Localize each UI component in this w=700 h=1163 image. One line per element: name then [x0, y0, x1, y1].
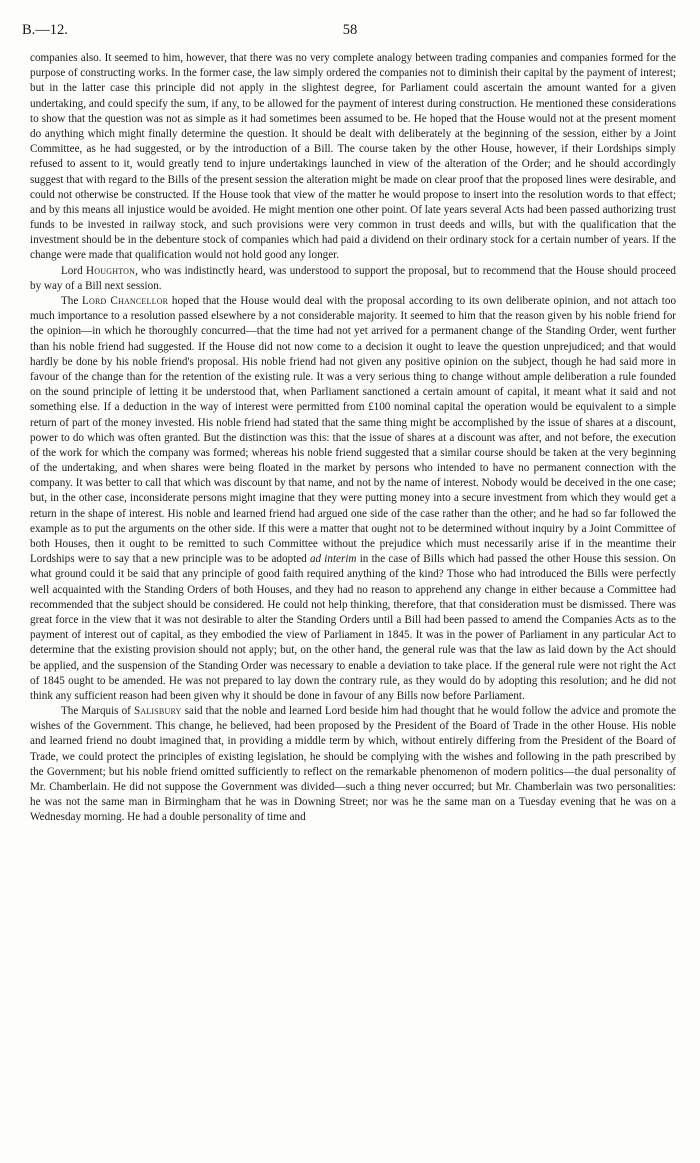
- page-header: [22, 22, 678, 44]
- document-code: B.—12.: [22, 22, 68, 38]
- text-run: Lord: [61, 264, 87, 277]
- paragraph: [30, 51, 676, 264]
- text-run: in the case of Bills which had passed the other House this session. On what ground could it be said that any principle of good faith required anything of the kind? Those who had introduced the Bills were perfectly well acquainted with the Standing Orders of both Houses, and they had no reason to apprehend any change in either because a Committee had recommended that the subject should be considered. He could not help thinking, therefore, that that consideration must be dismissed. There was great force in the view that it was not desirable to alter the Standing Orders until a Bill had been passed to amend the Companies Acts as to the payment of interest out of capital, as they embodied the view of Parliament in 1845. It was in the power of Parliament in any particular Act to determine that the existing provision should not apply; but, on the other hand, the general rule was that the law as laid down by the Act should be applied, and the suspension of the Standing Order was necessary to enable a deviation to take place. If the general rule were not right the Act of 1845 ought to be amended. He was not prepared to lay down the contrary rule, as they would do by adopting this resolution; and he did not think any sufficient reason had been given why it should be done in favour of any Bills now before Parliament.: [30, 553, 676, 702]
- speaker-name: Houghton: [86, 264, 136, 277]
- text-run: said that the noble and learned Lord beside him had thought that he would follow the advice and promote the wishes of the Government. This change, he believed, had been proposed by the President of the Board of Trade in the other House. His noble and learned friend no doubt imagined that, in providing a middle term by which, without entirely differing from the President of the Board of Trade, we could protect the principles of existing legislation, he should be complying with the wishes and following in the path prescribed by the Government; but his noble friend omitted sufficiently to reflect on the remarkable phenomenon of modern politics—the dual personality of Mr. Chamberlain. He did not suppose the Government was divided—such a thing never occurred; but Mr. Chamberlain was two personalities: he was not the same man in Birmingham that he was in Downing Street; nor was he the same man on a Tuesday evening that he was on a Wednesday morning. He had a double personality of time and: [30, 705, 676, 824]
- text-run: companies also. It seemed to him, however, that there was no very complete analogy between trading companies and companies formed for the purpose of constructing works. In the former case, the law simply ordered the companies not to diminish their capital by the payment of interest; but in the latter case this principle did not apply in the slightest degree, for Parliament could ascertain the amount wanted for a given undertaking, and could specify the sum, if any, to be allowed for the payment of interest during construction. He mentioned these considerations to show that the question was not as simple as it had sometimes been assumed to be. He hoped that the House would not at the present moment do anything which might finally determine the question. It should be dealt with deliberately at the beginning of the session, either by a Joint Committee, as he had suggested, or by the introduction of a Bill. The course taken by the other House, however, if their Lordships simply refused to assent to it, would greatly tend to injure undertakings launched in view of the alteration of the Order; and he should accordingly suggest that with regard to the Bills of the present session the alteration might be made on clear proof that the proposed lines were desirable, and could not otherwise be constructed. If the House took that view of the matter he would propose to insert into the resolution words to that effect; and by this means all injustice would be avoided. He might mention one other point. Of late years several Acts had been passed authorizing trust funds to be invested in railway stock, and such provisions were very common in trust deeds and wills, but with the qualification that the investment should be in the debenture stock of companies which had paid a dividend on their ordinary stock for a certain number of years. If the change were made that qualification would not hold good any longer.: [30, 52, 676, 262]
- speaker-name: Salisbury: [133, 705, 182, 718]
- paragraph: [30, 294, 676, 704]
- text-run: , who was indistinctly heard, was understood to support the proposal, but to recommend that the House should proceed by way of a Bill next session.: [30, 264, 676, 292]
- speaker-name: Lord Chancellor: [81, 295, 169, 307]
- page-number: 58: [342, 22, 358, 38]
- paragraph: [30, 264, 676, 294]
- italic-phrase: ad interim: [309, 553, 357, 566]
- text-run: hoped that the House would deal with the proposal according to its own deliberate opinion, and not attach too much importance to a resolution passed elsewhere by a not considerable majority. It seemed to him that the reason given by his noble friend for the opinion—in which he thoroughly concurred—that the time had not yet arrived for a permanent change of the Standing Order, went further than his noble friend had suggested. If the House did not now come to a decision it ought to leave the question unprejudiced; and that would hardly be done by his noble friend's proposal. His noble friend had not given any positive opinion on the subject, though he had said more in favour of the change than for the retention of the existing rule. It was a very serious thing to change without ample deliberation a rule founded on the sound principle of letting it be understood that, when Parliament sanctioned a certain amount of capital, it meant what it said and not something else. If a deduction in the way of interest were permitted from £100 nominal capital the operation would be equivalent to a simple return of part of the money invested. His noble friend had stated that the same thing might be accomplished by the issue of shares at a discount, power to do which was often granted. But the distinction was this: that the issue of shares at a discount was after, and not before, the execution of the work for which the company was formed; whereas his noble friend suggested that a similar course should be taken at the very beginning of the undertaking, and when shares were being floated in the market by persons who intended to have no permanent connection with the company. It was better to call that which was discount by that name, and not by the name of interest. Nobody would be deceived in the one case; but, in the other case, inconsiderate persons might imagine that they were putting money into a secure investment from which they would get a return in the shape of interest. His noble and learned friend had argued one side of the case rather than the other; and he had so far followed the example as to put the arguments on the other side. If this were a matter that ought not to be determined without inquiry by a Joint Committee of both Houses, then it ought to be remitted to such Committee without the prejudice which must necessarily arise if in the meantime their Lordships were to say that a new principle was to be adopted: [30, 295, 677, 566]
- text-run: The: [61, 295, 82, 307]
- paragraph: [30, 704, 676, 826]
- text-run: The Marquis of: [61, 705, 134, 718]
- body-text: [30, 51, 676, 826]
